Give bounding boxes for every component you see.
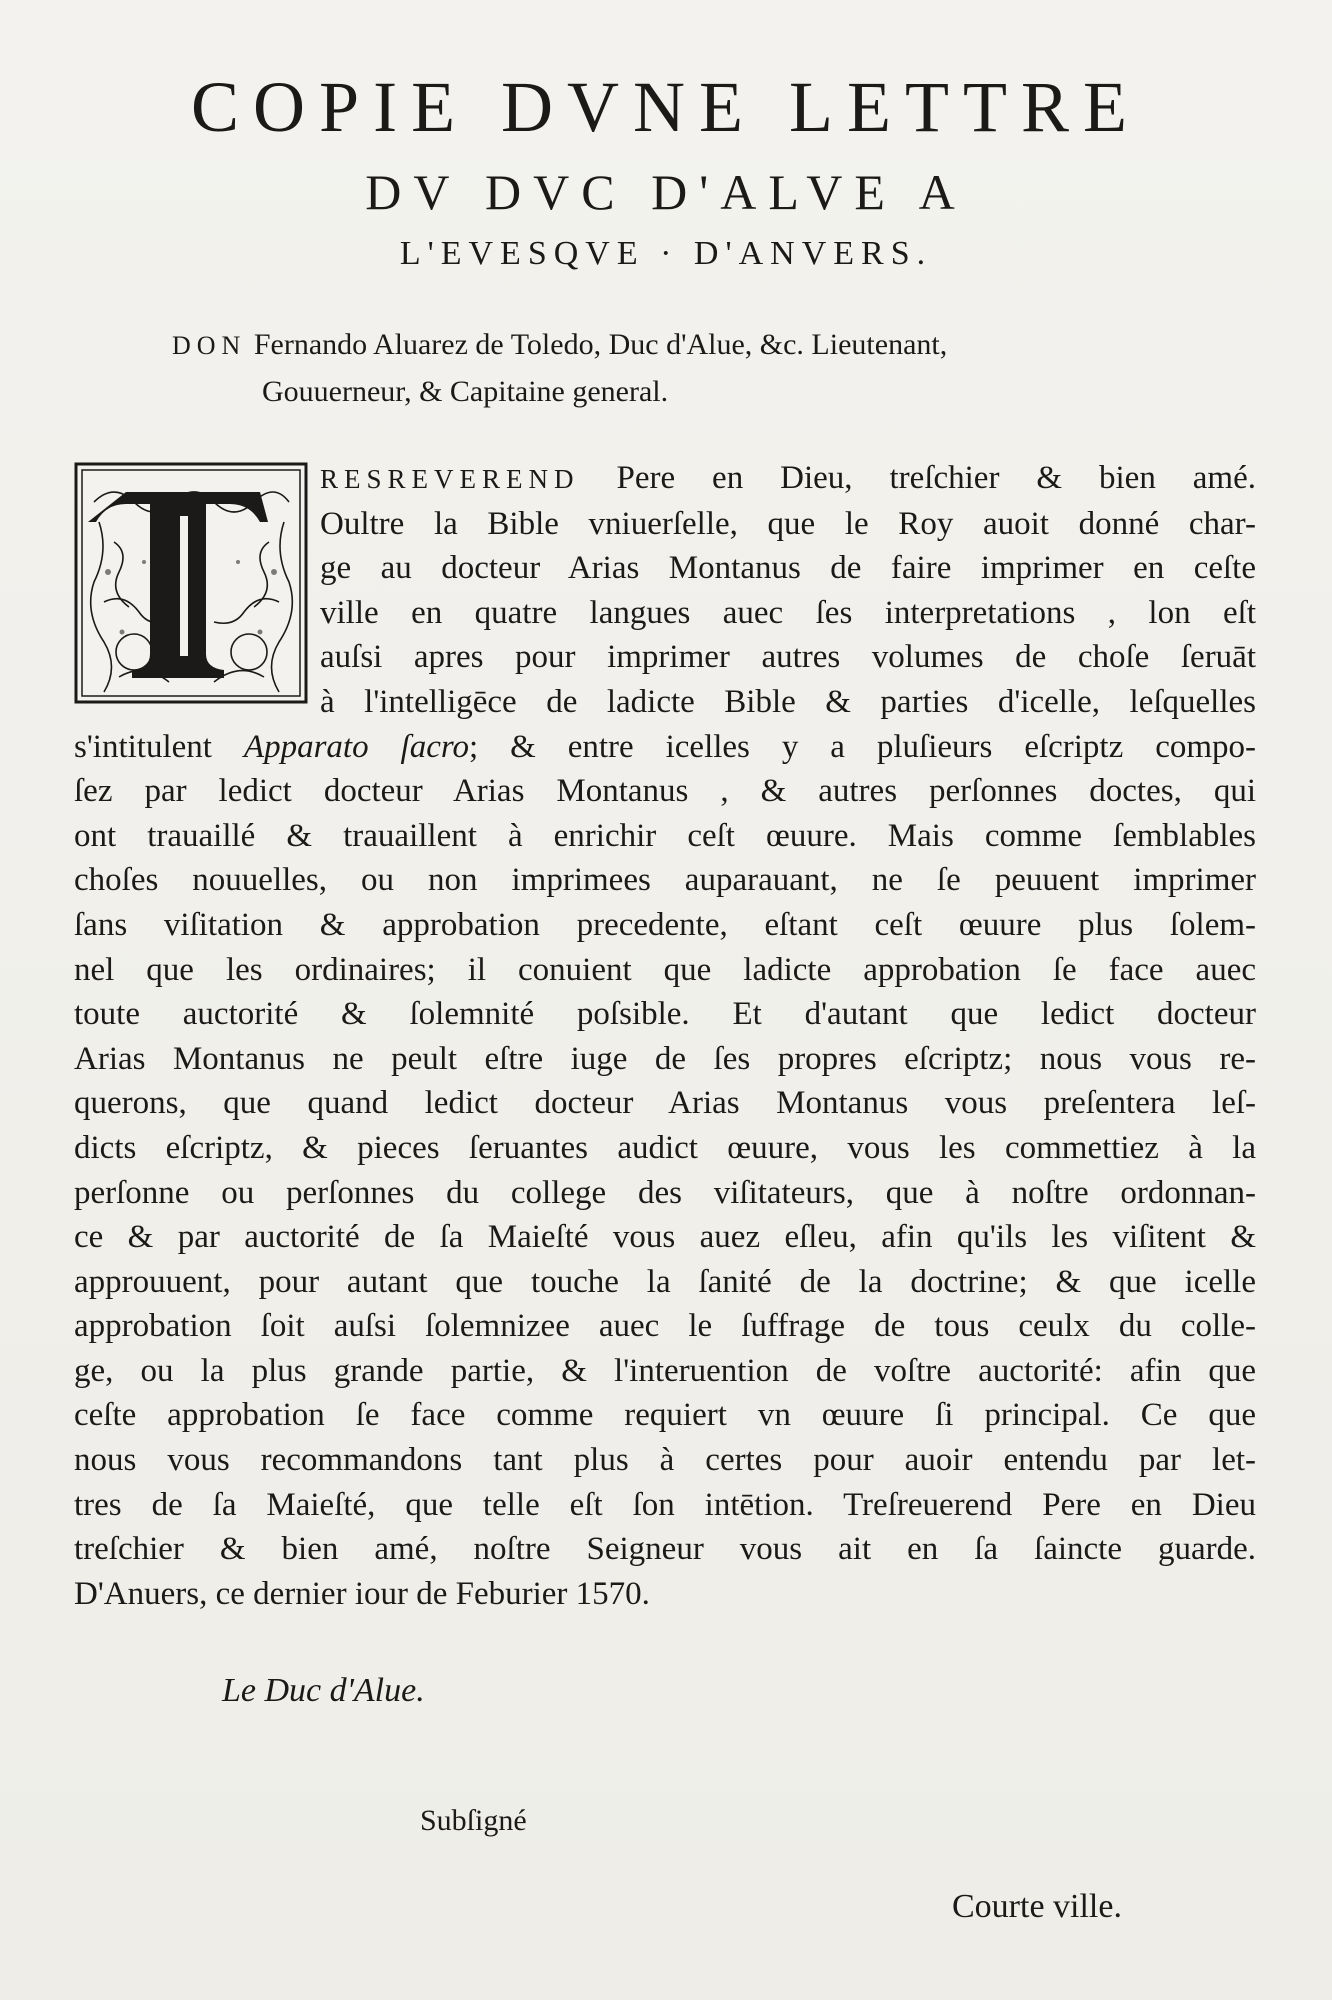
body-line-7-start: s'intitulent (74, 728, 212, 765)
title-line-3: L'EVESQVE · D'ANVERS. (399, 235, 933, 272)
body-line: querons, que quand ledict docteur Arias Montanus vous preſentera leſ- (74, 1085, 1256, 1122)
body-line: nel que les ordinaires; il conuient que ladicte approbation ſe face auec (74, 951, 1256, 988)
heading-line-1-text: Fernando Aluarez de Toledo, Duc d'Alue, &c. Lieutenant, (253, 328, 948, 361)
body-line: approbation ſoit auſsi ſolemnizee auec le ſuffrage de tous ceulx du colle- (74, 1308, 1256, 1345)
body-line: ge, ou la plus grande partie, & l'interuention de voſtre auctorité: afin que (74, 1352, 1256, 1389)
signature-duke: Le Duc d'Alue. (222, 1672, 425, 1709)
body-line-7-end: ; & entre icelles y a pluſieurs eſcriptz compo- (468, 728, 1257, 765)
title-line-2: DV DVC D'ALVE A (365, 164, 967, 220)
body-line: treſchier & bien amé, noſtre Seigneur vous ait en ſa ſaincte guarde. (74, 1531, 1256, 1568)
letter-body (74, 456, 1256, 1616)
letter-heading (172, 322, 1172, 415)
body-line: toute auctorité & ſolemnité poſsible. Et d'autant que ledict docteur (74, 996, 1256, 1033)
heading-first-word: DON (172, 331, 247, 360)
secretary-signature: Courte ville. (952, 1888, 1122, 1925)
heading-line-1 (172, 322, 1172, 369)
body-line-1-text: Pere en Dieu, treſchier & bien amé. (616, 460, 1256, 496)
body-line: perſonne ou perſonnes du college des viſitateurs, que à noſtre ordonnan- (74, 1174, 1256, 1211)
body-line-date: D'Anuers, ce dernier iour de Feburier 1570. (74, 1575, 650, 1612)
body-line: nous vous recommandons tant plus à certes pour auoir entendu par let- (74, 1442, 1256, 1479)
heading-line-2: Gouuerneur, & Capitaine general. (262, 375, 669, 408)
body-line: approuuent, pour autant que touche la ſanité de la doctrine; & que icelle (74, 1263, 1256, 1300)
body-line: dicts eſcriptz, & pieces ſeruantes audict œuure, vous les commettiez à la (74, 1129, 1256, 1166)
body-line: ont trauaillé & trauaillent à enrichir ceſt œuure. Mais comme ſemblables (74, 817, 1256, 854)
body-line (74, 725, 1256, 770)
body-line: Arias Montanus ne peult eſtre iuge de ſes propres eſcriptz; nous vous re- (74, 1040, 1256, 1077)
subsigne-label: Subſigné (420, 1804, 527, 1837)
title-line-1: COPIE DVNE LETTRE (191, 67, 1141, 147)
body-line: ville en quatre langues auec ſes interpretations , lon eſt (320, 594, 1256, 631)
body-line: à l'intelligēce de ladicte Bible & parties d'icelle, leſquelles (320, 683, 1256, 720)
body-line: ge au docteur Arias Montanus de faire imprimer en ceſte (320, 550, 1256, 587)
body-first-word: RESREVEREND (320, 464, 580, 494)
body-line: auſsi apres pour imprimer autres volumes de choſe ſeruāt (320, 639, 1256, 676)
body-line: ſez par ledict docteur Arias Montanus , & autres perſonnes doctes, qui (74, 773, 1256, 810)
body-line: ceſte approbation ſe face comme requiert vn œuure ſi principal. Ce que (74, 1397, 1256, 1434)
body-line: ſans viſitation & approbation precedente, eſtant ceſt œuure plus ſolem- (74, 906, 1256, 943)
body-line (320, 456, 1256, 502)
body-line: Oultre la Bible vniuerſelle, que le Roy auoit donné char- (320, 505, 1256, 542)
body-line: ce & par auctorité de ſa Maieſté vous auez eſleu, afin qu'ils les viſitent & (74, 1219, 1256, 1256)
apparato-sacro-title: Apparato ſacro (243, 728, 469, 765)
body-line: tres de ſa Maieſté, que telle eſt ſon intētion. Treſreuerend Pere en Dieu (74, 1486, 1256, 1523)
body-line: choſes nouuelles, ou non imprimees auparauant, ne ſe peuuent imprimer (74, 862, 1256, 899)
